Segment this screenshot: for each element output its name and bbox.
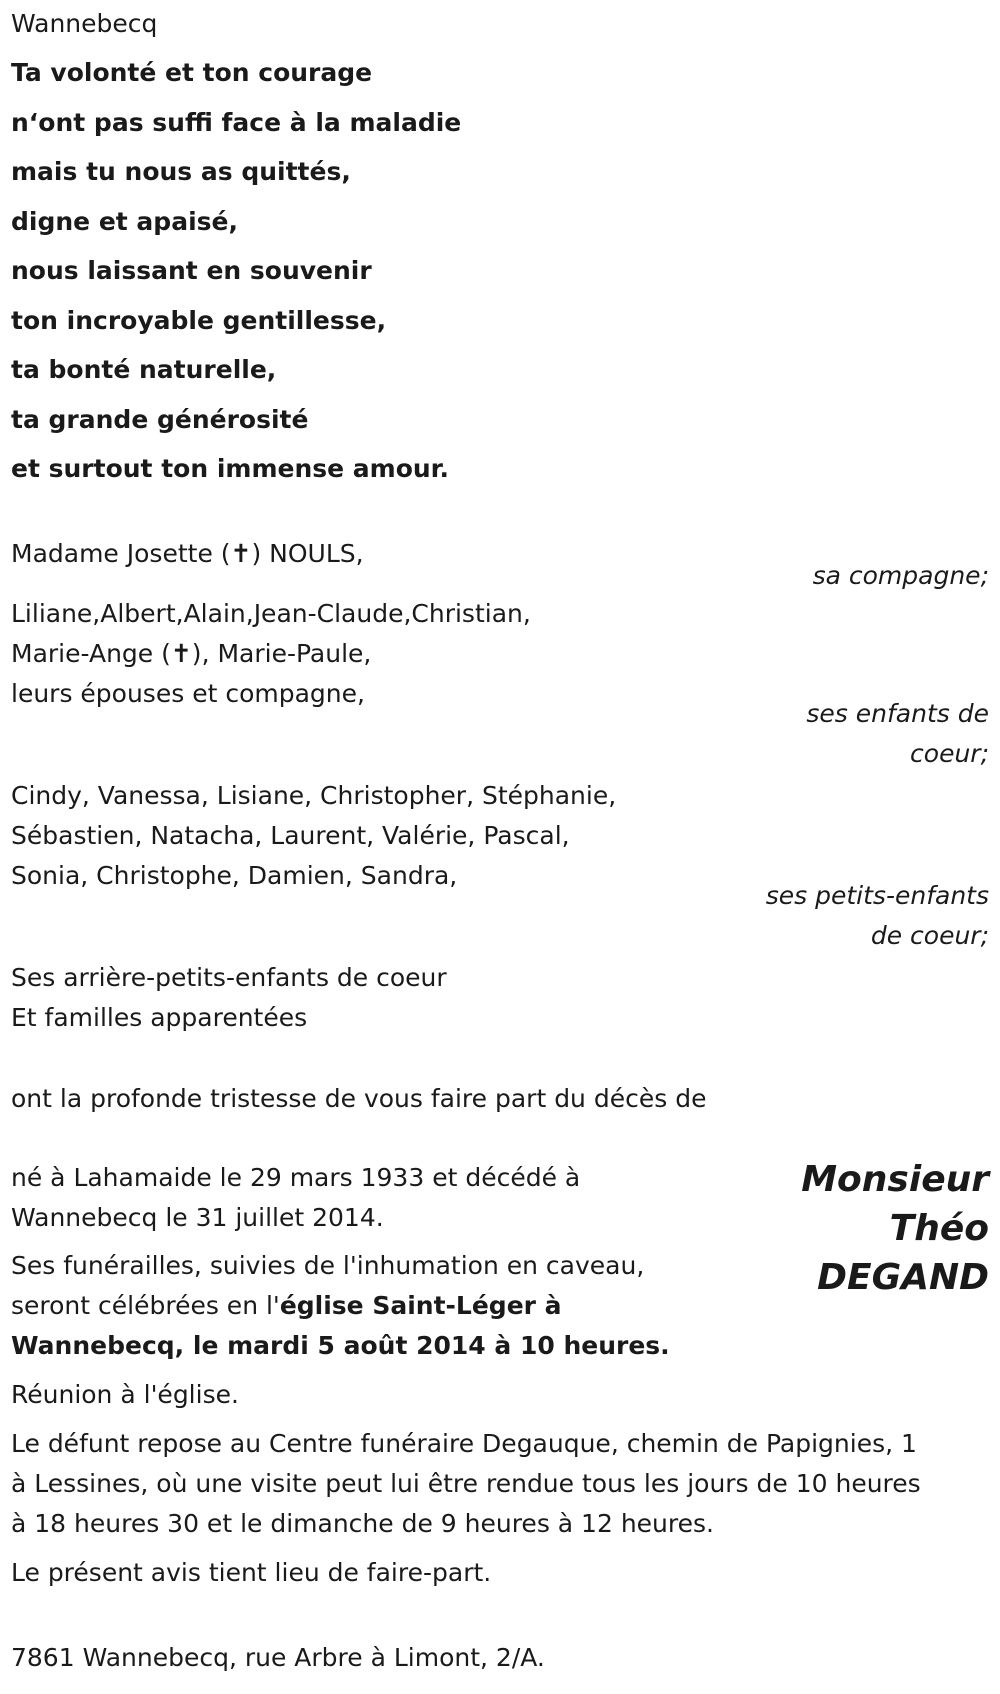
others-line: Ses arrière-petits-enfants de coeur [11,963,447,992]
meeting-info: Réunion à l'église. [11,1380,239,1409]
locality-header: Wannebecq [11,9,158,38]
funeral-date: Wannebecq, le mardi 5 août 2014 à 10 heures. [11,1331,670,1360]
companion-name: Madame Josette (✝) NOULS, [11,539,364,568]
poem-line: mais tu nous as quittés, [11,157,351,186]
grandchildren-line: Sonia, Christophe, Damien, Sandra, [11,861,458,890]
companion-relation: sa compagne; [812,561,989,590]
rest-line: Le défunt repose au Centre funéraire Degauque, chemin de Papignies, 1 [11,1429,917,1458]
address: 7861 Wannebecq, rue Arbre à Limont, 2/A. [11,1643,545,1672]
family-children [11,594,989,768]
grandchildren-relation-line1: ses petits-enfants [765,881,989,910]
family-companion [11,534,989,590]
announcement: ont la profonde tristesse de vous faire part du décès de [11,1084,707,1113]
children-line: leurs épouses et compagne, [11,679,365,708]
deceased-section [11,1158,989,1593]
grandchildren-relation-line2: de coeur; [870,921,989,950]
poem [11,48,461,494]
deceased-title: Monsieur [801,1159,989,1200]
children-line: Marie-Ange (✝), Marie-Paule, [11,639,372,668]
funeral-line: Ses funérailles, suivies de l'inhumation en caveau, [11,1251,645,1280]
poem-line: ta grande générosité [11,404,309,434]
children-line: Liliane,Albert,Alain,Jean-Claude,Christian, [11,599,531,628]
rest-line: à Lessines, où une visite peut lui être rendue tous les jours de 10 heures [11,1469,921,1498]
family-others [11,958,989,1038]
children-relation-line1: ses enfants de [806,699,989,728]
funeral-church: église Saint-Léger à [279,1291,562,1320]
grandchildren-line: Cindy, Vanessa, Lisiane, Christopher, Stéphanie, [11,781,617,810]
notice-info: Le présent avis tient lieu de faire-part. [11,1558,492,1587]
poem-line: nous laissant en souvenir [11,256,372,285]
poem-line: et surtout ton immense amour. [11,454,449,483]
children-relation-line2: coeur; [910,739,989,768]
rest-line: à 18 heures 30 et le dimanche de 9 heures à 12 heures. [11,1509,714,1538]
others-line: Et familles apparentées [11,1003,308,1032]
deceased-last-name: DEGAND [817,1257,989,1298]
family-grandchildren [11,776,989,950]
rest-info [11,1424,989,1544]
birth-line: né à Lahamaide le 29 mars 1933 et décédé à [11,1163,581,1192]
poem-line: digne et apaisé, [11,206,238,236]
poem-line: ta bonté naturelle, [11,355,277,384]
deceased-name [801,1155,989,1302]
deceased-first-name: Théo [889,1208,989,1249]
poem-line: n‘ont pas suffi face à la maladie [11,107,462,137]
grandchildren-line: Sébastien, Natacha, Laurent, Valérie, Pascal, [11,821,570,850]
funeral-line-prefix: seront célébrées en l' [11,1291,280,1320]
poem-line: Ta volonté et ton courage [11,58,373,87]
poem-line: ton incroyable gentillesse, [11,305,387,335]
birth-line: Wannebecq le 31 juillet 2014. [11,1203,384,1232]
